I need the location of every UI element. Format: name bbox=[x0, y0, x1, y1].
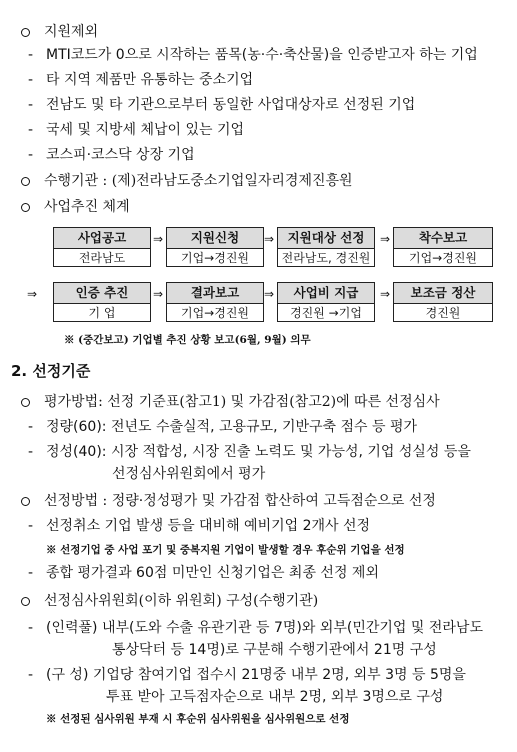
circle-bullet-icon bbox=[21, 177, 30, 186]
qualitative-criteria: 정성(40): 시장 적합성, 시장 진출 노력도 및 가능성, 기업 성실성 등을 bbox=[46, 444, 471, 460]
process-step-select bbox=[277, 227, 375, 267]
committee-title: 선정심사위원회(이하 위원회) 구성(수행기관) bbox=[44, 593, 319, 609]
step-label: 지원대상 선정 bbox=[278, 228, 374, 249]
process-step-settlement bbox=[393, 282, 493, 322]
arrow-right-icon: ⇒ bbox=[153, 232, 164, 246]
step-actor: 기업→경진원 bbox=[180, 306, 249, 320]
circle-bullet-icon bbox=[21, 597, 30, 606]
arrow-right-icon: ⇒ bbox=[380, 287, 391, 301]
process-title: 사업추진 체계 bbox=[44, 199, 130, 215]
step-actor: 전라남도 bbox=[78, 251, 126, 265]
evaluation-method: 평가방법: 선정 기준표(참고1) 및 가감점(참고2)에 따른 선정심사 bbox=[44, 394, 440, 410]
process-note: ※ (중간보고) 기업별 추진 상황 보고(6월, 9월) 의무 bbox=[64, 334, 311, 346]
personnel-pool-cont: 통상닥터 등 14명)로 구분해 수행기관에서 21명 구성 bbox=[112, 642, 437, 658]
step-label: 보조금 정산 bbox=[394, 283, 492, 304]
exclusion-item-4: 국세 및 지방세 체납이 있는 기업 bbox=[46, 122, 245, 138]
exclusion-item-dash: - bbox=[28, 47, 34, 63]
exclusion-item-dash: - bbox=[28, 147, 34, 163]
process-step-announce bbox=[53, 227, 151, 267]
dash: - bbox=[28, 444, 34, 460]
exclusions-title: 지원제외 bbox=[44, 24, 99, 40]
reserve-companies: 선정취소 기업 발생 등을 대비해 예비기업 2개사 선정 bbox=[46, 518, 371, 534]
step-actor: 기 업 bbox=[88, 306, 116, 320]
dash: - bbox=[28, 620, 34, 636]
exclusion-item-1: MTI코드가 0으로 시작하는 품목(농·수·축산물)을 인증받고자 하는 기업 bbox=[46, 47, 478, 63]
process-step-kickoff bbox=[393, 227, 493, 267]
exclusion-item-dash: - bbox=[28, 122, 34, 138]
circle-bullet-icon bbox=[21, 497, 30, 506]
arrow-right-icon: ⇒ bbox=[264, 287, 275, 301]
step-actor: 전라남도, 경진원 bbox=[281, 251, 371, 265]
step-actor: 기업→경진원 bbox=[408, 251, 477, 265]
step-actor: 경진원 →기업 bbox=[290, 306, 362, 320]
arrow-right-icon: ⇒ bbox=[264, 232, 275, 246]
process-step-payment bbox=[277, 282, 375, 322]
committee-note: ※ 선정된 심사위원 부재 시 후순위 심사위원을 심사위원으로 선정 bbox=[46, 713, 350, 725]
agency-line: 수행기관 : (제)전라남도중소기업일자리경제진흥원 bbox=[44, 173, 353, 189]
step-actor: 기업→경진원 bbox=[180, 251, 249, 265]
circle-bullet-icon bbox=[21, 203, 30, 212]
step-actor: 경진원 bbox=[425, 306, 461, 320]
dash: - bbox=[28, 565, 34, 581]
arrow-right-icon: ⇒ bbox=[380, 232, 391, 246]
final-exclusion: 종합 평가결과 60점 미만인 신청기업은 최종 선정 제외 bbox=[46, 565, 379, 581]
step-label: 사업비 지급 bbox=[278, 283, 374, 304]
exclusion-item-dash: - bbox=[28, 72, 34, 88]
step-label: 결과보고 bbox=[167, 283, 263, 304]
step-label: 착수보고 bbox=[394, 228, 492, 249]
selection-method: 선정방법 : 정량·정성평가 및 가감점 합산하여 고득점순으로 선정 bbox=[44, 493, 436, 509]
exclusion-item-2: 타 지역 제품만 유통하는 중소기업 bbox=[46, 72, 254, 88]
reserve-note: ※ 선정기업 중 사업 포기 및 중복지원 기업이 발생할 경우 후순위 기업을 선정 bbox=[46, 544, 405, 556]
circle-bullet-icon bbox=[21, 398, 30, 407]
exclusion-item-5: 코스피·코스닥 상장 기업 bbox=[46, 147, 195, 163]
process-step-certify bbox=[53, 282, 151, 322]
personnel-pool: (인력풀) 내부(도와 수출 유관기관 등 7명)와 외부(민간기업 및 전라남도 bbox=[46, 620, 483, 636]
qualitative-criteria-cont: 선정심사위원회에서 평가 bbox=[112, 466, 266, 482]
process-step-report bbox=[166, 282, 264, 322]
dash: - bbox=[28, 419, 34, 435]
quantitative-criteria: 정량(60): 전년도 수출실적, 고용규모, 기반구축 점수 등 평가 bbox=[46, 419, 418, 435]
process-step-apply bbox=[166, 227, 264, 267]
arrow-right-icon: ⇒ bbox=[153, 287, 164, 301]
arrow-right-icon: ⇒ bbox=[27, 287, 38, 301]
circle-bullet-icon bbox=[21, 28, 30, 37]
step-label: 인증 추진 bbox=[54, 283, 150, 304]
dash: - bbox=[28, 667, 34, 683]
step-label: 지원신청 bbox=[167, 228, 263, 249]
section-heading: 2. 선정기준 bbox=[11, 362, 91, 380]
exclusion-item-3: 전남도 및 타 기관으로부터 동일한 사업대상자로 선정된 기업 bbox=[46, 97, 416, 113]
exclusion-item-dash: - bbox=[28, 97, 34, 113]
committee-composition-cont: 투표 받아 고득점자순으로 내부 2명, 외부 3명으로 구성 bbox=[106, 689, 444, 705]
step-label: 사업공고 bbox=[54, 228, 150, 249]
committee-composition: (구 성) 기업당 참여기업 접수시 21명중 내부 2명, 외부 3명 등 5명을 bbox=[46, 667, 466, 683]
dash: - bbox=[28, 518, 34, 534]
